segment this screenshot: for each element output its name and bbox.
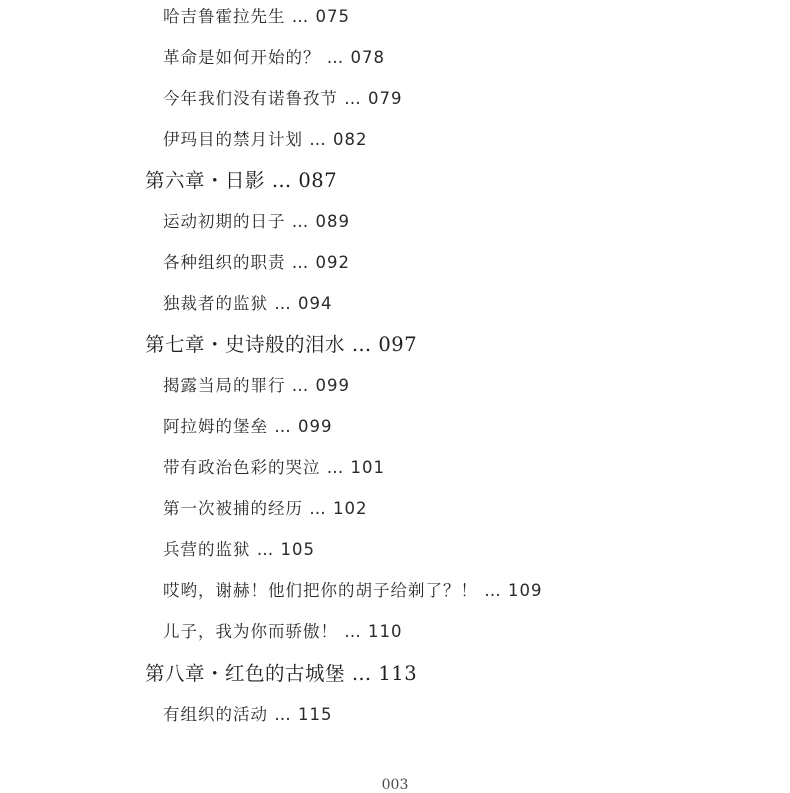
toc-chapter-heading: 第八章・红色的古城堡 … 113 [145, 662, 418, 685]
toc-section-entry: 哎哟，谢赫！他们把你的胡子给剃了？！ … 109 [163, 581, 543, 600]
toc-section-entry: 阿拉姆的堡垒 … 099 [163, 417, 333, 436]
toc-section-entry: 有组织的活动 … 115 [163, 705, 333, 724]
toc-chapter-heading: 第七章・史诗般的泪水 … 097 [145, 333, 418, 356]
toc-section-entry: 革命是如何开始的？ … 078 [163, 48, 385, 67]
toc-section-entry: 独裁者的监狱 … 094 [163, 294, 333, 313]
toc-section-entry: 带有政治色彩的哭泣 … 101 [163, 458, 385, 477]
toc-chapter-heading: 第六章・日影 … 087 [145, 169, 338, 192]
toc-section-entry: 揭露当局的罪行 … 099 [163, 376, 350, 395]
toc-section-entry: 儿子，我为你而骄傲！ … 110 [163, 622, 403, 641]
toc-section-entry: 兵营的监狱 … 105 [163, 540, 315, 559]
toc-section-entry: 哈吉鲁霍拉先生 … 075 [163, 7, 350, 26]
toc-section-entry: 伊玛目的禁月计划 … 082 [163, 130, 368, 149]
toc-section-entry: 运动初期的日子 … 089 [163, 212, 350, 231]
toc-section-entry: 各种组织的职责 … 092 [163, 253, 350, 272]
toc-section-entry: 第一次被捕的经历 … 102 [163, 499, 368, 518]
page-number: 003 [381, 777, 409, 793]
toc-section-entry: 今年我们没有诺鲁孜节 … 079 [163, 89, 403, 108]
